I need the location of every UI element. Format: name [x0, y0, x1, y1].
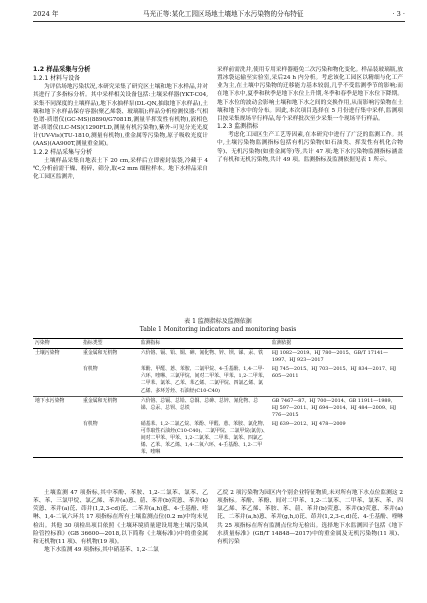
table-header-row — [33, 339, 403, 349]
table-cell: 重金属和无机物 — [82, 350, 118, 357]
running-header — [33, 9, 405, 22]
paragraph: 土壤样品采集自地表土下 20 cm,采样后立即密封装袋,冷藏于 4 ℃,分析前需干燥、粉碎、筛分,取<2 mm 细粒样本。地下水样品采自化工园区监测井, — [33, 157, 208, 181]
table-cell: HJ 1082—2019、HJ 780—2015、GB/T 17141—1997、HJ 923—2017 — [271, 350, 389, 364]
table-cell: 有机物 — [81, 420, 139, 458]
table-cell: 六价铬、镉、铅、铜、砷、氰化物、锌、钡、锑、汞、铁 — [140, 350, 263, 357]
paragraph: 考虑化工园区生产工艺等因素,在本研究中进行了广泛的监测工作。其中,土壤污染物监测指标包括有机污染物(如石油类、挥发性有机化合物等)、无机污染物(如重金属等)等,共计 47 项;地下水污染物监测指标涵盖了有机和无机污染物,共计 49 项。监测指标及监测依据见表 1 所示。 — [217, 132, 403, 163]
table-cell: GB 7467—87、HJ 700—2014、GB 11911—1989、HJ 597—2011、HJ 694—2014、HJ 484—2009、HJ 776—2015 — [270, 396, 403, 420]
table-row — [33, 365, 403, 396]
subsection-heading: 1.2.1 材料与设备 — [33, 75, 81, 83]
table-cell: 六价铬、总镉、总铅、总铜、总砷、总锌、氰化物、总锑、总汞、总钡、总铁 — [139, 396, 270, 420]
paragraph: 为评估场地污染状况,本研究采集了研究区土壤和地下水样品,并对其进行了多指标分析。其中采样相关设备包括:土壤采样器(YKT-C04,采集不同深度的土壤样品),地下水抽样泵(DL-QN,抽取地下水样品),土壤和地下水样品保存容器(聚乙烯袋、玻璃瓶);样品分析检测仪器:气相色谱-质谱仪(GC-MS)(8890/G7081B,测量半挥发性有机物),液相色谱-质谱仪(LC-MS)(1290FLD,测量有机污染物),紫外-可见分光光度计(UV-Vis)(TU-1810,测量有机物),重金属等污染物,原子吸收光度计(AAS)(AA900T,测量重金属)。 — [33, 84, 208, 148]
subsection-heading: 1.2.2 样品采集与分析 — [33, 148, 93, 156]
paragraph: 土壤监测 47 项指标,其中苯酚、苯胺、1,2-二氯苯、氯苯、乙苯、苯、三氯甲烷、氯乙烯、苯并(a)蒽、䓛、苯并(b)荧蒽、苯并(k)荧蒽、苯并(a)芘、茚并(1,2,3-cd)芘、二苯并(a,h)蒽、4-壬基酚、喹啉、1,4-二氧六环共 17 项指标在所有土壤监测点位(0.2 m)中均未见检出。其他 30 项检出项目依照《土壤环境质量建设用地土壤污染风险管控标准》(GB 36600—2018,以下简称《土壤标准》)中的重金属和无机物(11 项)、有机物(19 项)。 — [33, 490, 208, 545]
bottom-left-column — [33, 489, 208, 554]
table-cell: 土壤污染物 — [35, 350, 60, 357]
subsection-heading: 1.2.3 监测指标 — [217, 123, 259, 131]
bottom-right-column — [217, 489, 403, 546]
table-cell: HJ 745—2015、HJ 703—2015、HJ 834—2017、HJ 605—2011 — [271, 366, 397, 380]
section-heading: 1.2 样品采集与分析 — [33, 66, 91, 73]
table-cell: 地下水污染物 — [33, 396, 81, 420]
monitoring-table — [33, 338, 403, 458]
table-caption — [33, 318, 403, 334]
table-header-cell: 指标类型 — [81, 339, 139, 349]
table-title-cn: 表 1 监测指标及监测依据 — [184, 318, 252, 325]
table-cell: 苯酚、甲醛、蒽、苯胺、二氯甲烷、4-壬基酚、1,4-二甲-六环、喹啉、三氯甲烷、间对二甲苯、甲苯、1,2-二甲苯、二甲苯、氯苯、乙苯、苯乙烯、二氯甲烷、四氯乙烯、氯乙烯、多环芳烃、石油烃(C10-C40) — [140, 366, 268, 394]
table-header-cell: 监测指标 — [139, 339, 270, 349]
header-page-number: · 3 · — [392, 10, 405, 18]
table-row — [33, 396, 403, 420]
table-header-cell: 监测依据 — [270, 339, 403, 349]
paragraph: 地下水监测 49 项指标,其中硝基苯、1,2-二氯 — [44, 547, 159, 554]
table-row — [33, 420, 403, 458]
table-header-cell: 污染物 — [33, 339, 81, 349]
table-cell — [33, 365, 81, 396]
table-title-en: Table 1 Monitoring indicators and monitoring basis — [139, 326, 297, 333]
left-column — [33, 66, 208, 181]
table-cell — [33, 420, 81, 458]
header-running-title: 马光正等:某化工园区场地土壤地下水污染物的分布特征 — [143, 10, 304, 18]
table-cell: 有机物 — [82, 366, 98, 373]
paragraph: 采样前需洗井,使用专用采样器避免二次污染和物化变化。样品装玻璃瓶,放置冰袋运输至实验室,采后24 h 内分析。考虑该化工园区以精细与化工产业为主,在土壤中污染物的迁移能力基本较弱,几乎不受监测季节的影响;而在地下水中,夏季和秋季是地下水位上升期,冬季和春季是地下水位下降期。地下水位的波动会影响土壤和地下水之间的交换作用,从而影响污染物在土壤和地下水中的分布。因此,本次项目选择在 5 月份进行集中采样,监测项目按采集规场平行样品,每个采样批次至少采集一个现场平行样品。 — [217, 67, 403, 122]
right-column — [217, 66, 403, 164]
header-year: 2024 年 — [33, 10, 59, 18]
table-cell: HJ 639—2012、HJ 478—2009 — [270, 420, 403, 458]
table-cell: 重金属和无机物 — [81, 396, 139, 420]
paragraph: 乙烷 2 项污染物为园区内个别企业特征物质,未对所有地下水点位监测这 2 项指标。苯酚、苯酚、间对二甲苯、1,2-二氯苯、二甲苯、氯苯、苯、四氯乙烯、苯乙烯、苯胺、苯、䓛、苯并(b)荧蒽、苯并(k)荧蒽、苯并(a)芘、二苯并(a,h)蒽、苯并(g,h,i)芘、茚并(1,2,3-c,d)芘、4-壬基酚、喹啉共 25 项指标在所有监测点位均无检出。选择地下水监测因子包括《地下水质量标准》(GB/T 14848—2017)中的重金属及无机污染物(11 项)、有机污染 — [217, 490, 403, 545]
table-row — [33, 349, 403, 366]
table-cell: 硝基苯、1,2-二氯乙烷、苯酚、甲醛、蒽、苯胺、氯化物、可萃取性石油烃(C10-C40)、二氯甲烷、二氯甲烷(氯仿)、间对二甲苯、甲苯、1,2-二氯苯、二甲苯、氯苯、四氯乙烯、乙苯、苯乙烯、1,4-二氧六环、4-壬基酚、1,2-二甲苯、喹啉 — [139, 420, 270, 458]
